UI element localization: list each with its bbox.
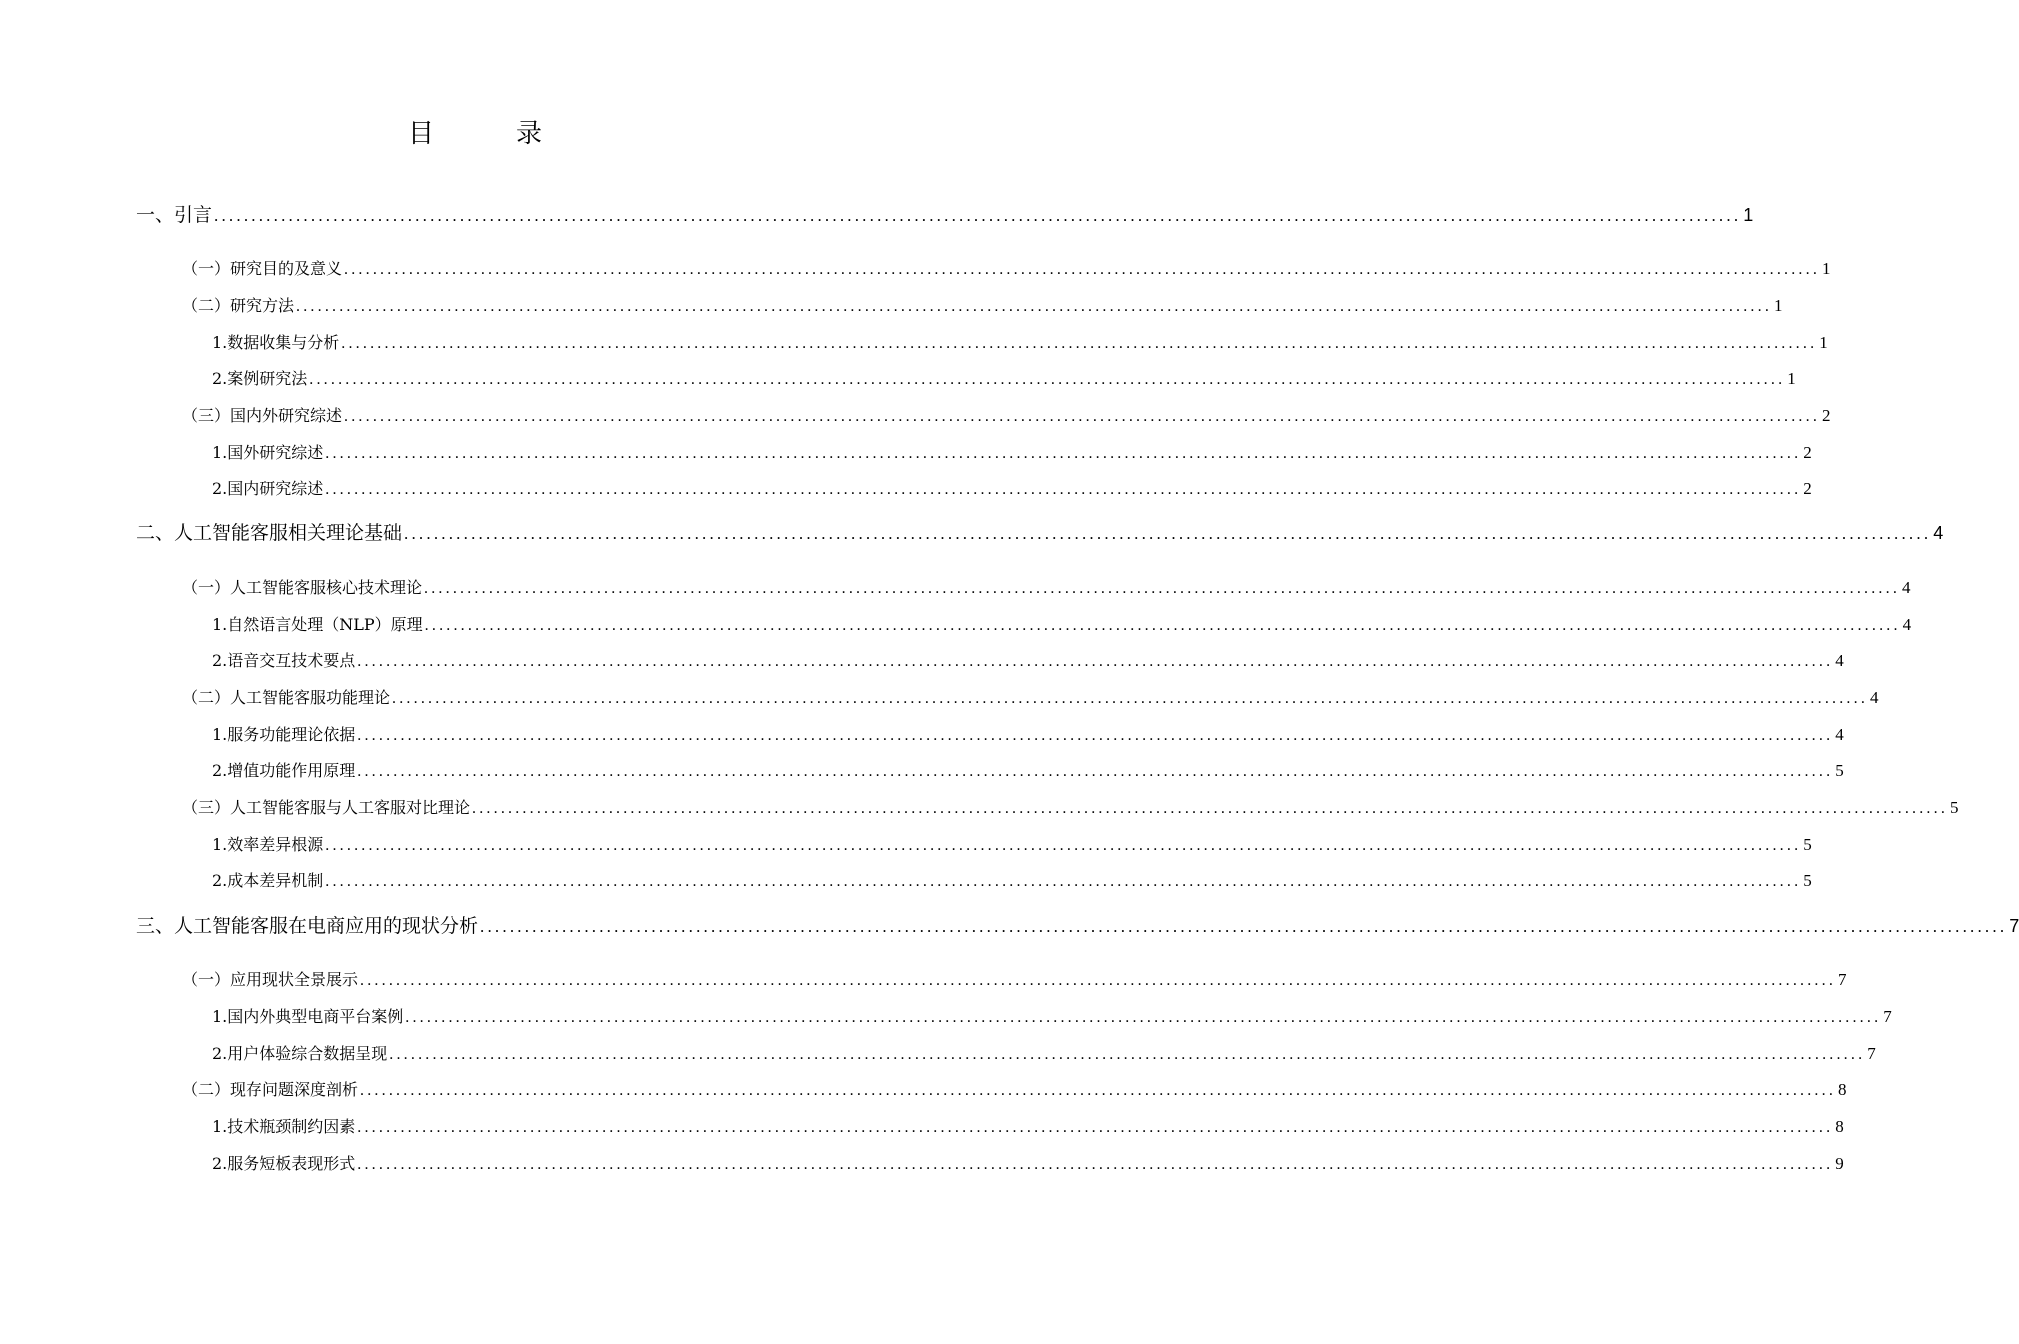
toc-entry-subsection[interactable] [212, 612, 1912, 642]
dot-leader: ............................................................................................................................................................................................................. [392, 690, 1869, 707]
toc-entry-page: 4 [1835, 725, 1844, 744]
toc-entry-page: 4 [1902, 578, 1911, 597]
toc-entry-text: （二）人工智能客服功能理论 [182, 688, 391, 707]
dot-leader: ............................................................................................................................................................................................................. [357, 1119, 1834, 1136]
toc-entry-text: 1.自然语言处理（NLP）原理 [212, 615, 423, 634]
toc-entry-chapter-3[interactable] [136, 911, 2019, 941]
toc-entry-text: 2.案例研究法 [212, 369, 308, 388]
dot-leader: ............................................................................................................................................................................................................. [344, 408, 1821, 425]
toc-entry-text: 2.增值功能作用原理 [212, 761, 356, 780]
toc-entry-page: 7 [1867, 1044, 1876, 1063]
toc-entry-text: （二）研究方法 [182, 296, 295, 315]
toc-entry-section[interactable] [182, 795, 1959, 825]
dot-leader: ............................................................................................................................................................................................................. [325, 445, 1802, 462]
toc-title: 目 录 [407, 119, 570, 149]
dot-leader: ............................................................................................................................................................................................................. [357, 763, 1834, 780]
toc-entry-text: 2.用户体验综合数据呈现 [212, 1044, 388, 1063]
toc-entry-text: （三）人工智能客服与人工客服对比理论 [182, 798, 471, 817]
toc-entry-page: 1 [1822, 259, 1831, 278]
toc-entry-section[interactable] [182, 967, 1847, 997]
toc-entry-text: （二）现存问题深度剖析 [182, 1080, 359, 1099]
toc-entry-page: 5 [1950, 798, 1959, 817]
toc-entry-text: 2.国内研究综述 [212, 479, 324, 498]
toc-entry-subsection[interactable] [212, 1151, 1844, 1181]
toc-entry-section[interactable] [182, 1077, 1847, 1107]
toc-entry-text: 2.语音交互技术要点 [212, 651, 356, 670]
toc-entry-page: 5 [1803, 871, 1812, 890]
toc-entry-text: 1.国外研究综述 [212, 443, 324, 462]
toc-entry-text: 1.数据收集与分析 [212, 333, 340, 352]
toc-entry-text: 2.成本差异机制 [212, 871, 324, 890]
toc-entry-text: 二、人工智能客服相关理论基础 [136, 522, 403, 544]
toc-entry-page: 8 [1838, 1080, 1847, 1099]
toc-entry-subsection[interactable] [212, 1004, 1892, 1034]
toc-entry-chapter-1[interactable] [136, 200, 1754, 230]
toc-entry-page: 4 [1870, 688, 1879, 707]
dot-leader: ............................................................................................................................................................................................................. [357, 653, 1834, 670]
dot-leader: ............................................................................................................................................................................................................. [325, 873, 1802, 890]
toc-entry-text: 一、引言 [136, 204, 213, 226]
dot-leader: ............................................................................................................................................................................................................. [424, 617, 1901, 634]
toc-entry-section[interactable] [182, 685, 1879, 715]
toc-entry-section[interactable] [182, 403, 1831, 433]
toc-entry-page: 1 [1787, 369, 1796, 388]
toc-entry-page: 1 [1743, 205, 1754, 225]
dot-leader: ............................................................................................................................................................................................................. [360, 1082, 1837, 1099]
toc-entry-text: （一）人工智能客服核心技术理论 [182, 578, 423, 597]
toc-entry-text: （一）研究目的及意义 [182, 259, 343, 278]
toc-entry-text: （三）国内外研究综述 [182, 406, 343, 425]
toc-entry-page: 2 [1803, 443, 1812, 462]
toc-entry-subsection[interactable] [212, 1114, 1844, 1144]
dot-leader: ............................................................................................................................................................................................................. [360, 972, 1837, 989]
toc-entry-text: 1.效率差异根源 [212, 835, 324, 854]
toc-entry-page: 1 [1774, 296, 1783, 315]
dot-leader: ............................................................................................................................................................................................................. [344, 261, 1821, 278]
dot-leader: ............................................................................................................................................................................................................. [424, 580, 1901, 597]
dot-leader: ............................................................................................................................................................................................................. [325, 481, 1802, 498]
toc-entry-section[interactable] [182, 575, 1911, 605]
toc-entry-subsection[interactable] [212, 758, 1844, 788]
toc-entry-text: 2.服务短板表现形式 [212, 1154, 356, 1173]
toc-entry-subsection[interactable] [212, 1041, 1876, 1071]
dot-leader: ............................................................................................................................................................................................................. [341, 335, 1818, 352]
dot-leader: ............................................................................................................................................................................................................. [325, 837, 1802, 854]
toc-entry-subsection[interactable] [212, 330, 1828, 360]
dot-leader: ............................................................................................................................................................................................................. [296, 298, 1773, 315]
toc-entry-page: 7 [1838, 970, 1847, 989]
dot-leader: ............................................................................................................................................................................................................. [389, 1046, 1866, 1063]
toc-entry-page: 8 [1835, 1117, 1844, 1136]
toc-entry-subsection[interactable] [212, 868, 1812, 898]
toc-entry-section[interactable] [182, 293, 1783, 323]
dot-leader: ............................................................................................................................................................................................................. [404, 524, 1932, 543]
toc-entry-text: 1.服务功能理论依据 [212, 725, 356, 744]
toc-entry-subsection[interactable] [212, 722, 1844, 752]
toc-entry-text: 1.国内外典型电商平台案例 [212, 1007, 404, 1026]
toc-entry-page: 9 [1835, 1154, 1844, 1173]
toc-entry-page: 2 [1822, 406, 1831, 425]
dot-leader: ............................................................................................................................................................................................................. [309, 371, 1786, 388]
toc-entry-subsection[interactable] [212, 440, 1812, 470]
toc-entry-page: 5 [1803, 835, 1812, 854]
dot-leader: ............................................................................................................................................................................................................. [357, 1156, 1834, 1173]
toc-entry-page: 7 [1883, 1007, 1892, 1026]
toc-entry-page: 4 [1933, 523, 1944, 543]
toc-entry-subsection[interactable] [212, 648, 1844, 678]
dot-leader: ............................................................................................................................................................................................................. [472, 800, 1949, 817]
dot-leader: ............................................................................................................................................................................................................. [480, 917, 2008, 936]
dot-leader: ............................................................................................................................................................................................................. [405, 1009, 1882, 1026]
dot-leader: ............................................................................................................................................................................................................. [357, 727, 1834, 744]
toc-entry-text: 1.技术瓶颈制约因素 [212, 1117, 356, 1136]
toc-entry-page: 4 [1835, 651, 1844, 670]
toc-entry-subsection[interactable] [212, 476, 1812, 506]
dot-leader: ............................................................................................................................................................................................................. [214, 206, 1742, 225]
toc-entry-page: 5 [1835, 761, 1844, 780]
toc-entry-page: 4 [1902, 615, 1912, 634]
toc-entry-page: 2 [1803, 479, 1812, 498]
toc-entry-chapter-2[interactable] [136, 518, 1944, 548]
toc-entry-section[interactable] [182, 256, 1831, 286]
toc-entry-subsection[interactable] [212, 832, 1812, 862]
toc-entry-subsection[interactable] [212, 366, 1796, 396]
toc-entry-page: 1 [1819, 333, 1828, 352]
toc-entry-page: 7 [2009, 916, 2019, 936]
toc-entry-text: （一）应用现状全景展示 [182, 970, 359, 989]
toc-entry-text: 三、人工智能客服在电商应用的现状分析 [136, 915, 479, 937]
